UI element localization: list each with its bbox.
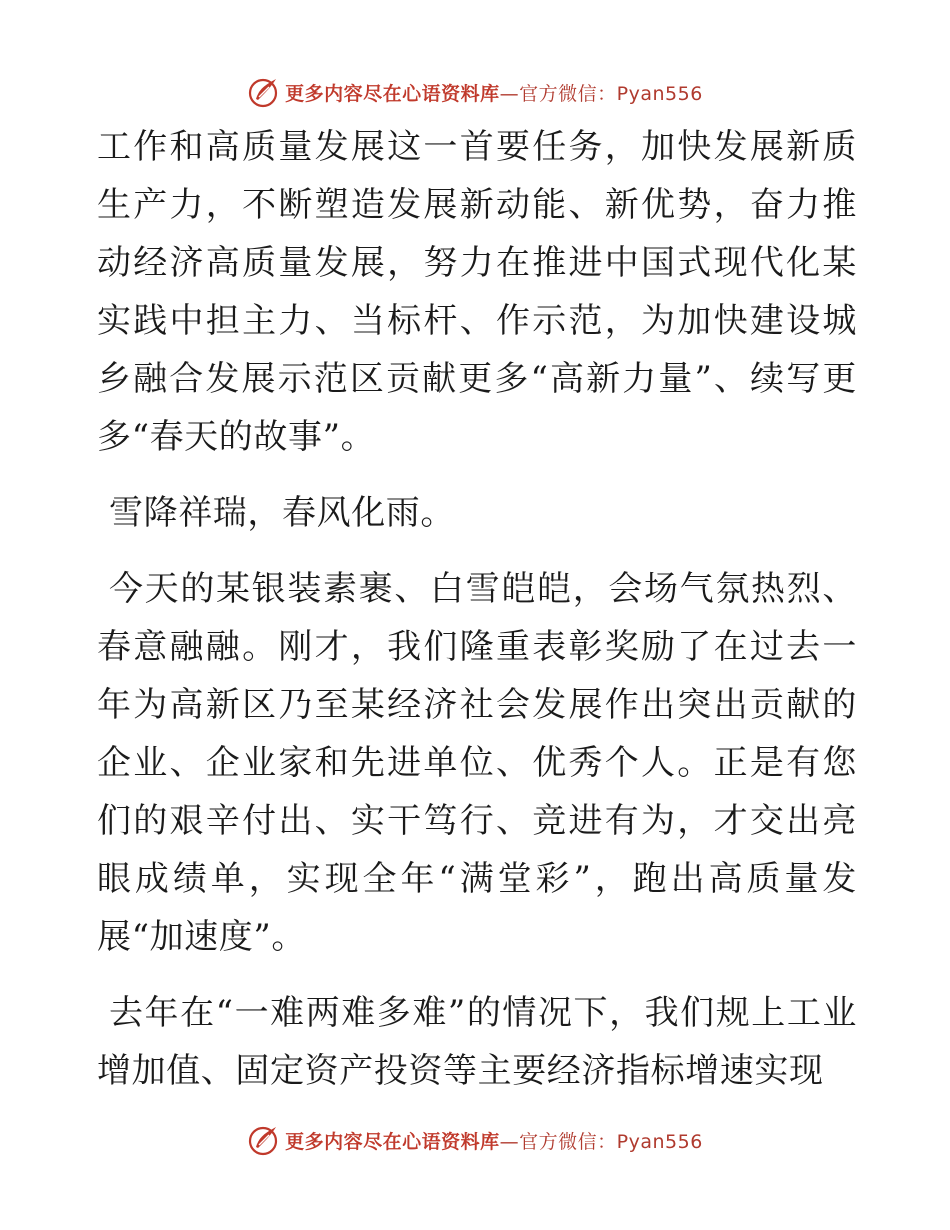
header-wechat-text: 官方微信：Pyan556 bbox=[519, 82, 703, 105]
paragraph: 雪降祥瑞，春风化雨。 bbox=[109, 493, 455, 533]
paragraph: 去年在“一难两难多难”的情况下，我们规上工业增加值、固定资产投资等主要经济指标增速实现 bbox=[97, 993, 857, 1091]
footer-separator: — bbox=[499, 1130, 520, 1153]
header-banner-text bbox=[285, 79, 703, 106]
header-banner bbox=[0, 72, 950, 112]
footer-banner-text bbox=[285, 1127, 703, 1154]
header-separator: — bbox=[499, 82, 520, 105]
paragraph: 工作和高质量发展这一首要任务，加快发展新质生产力，不断塑造发展新动能、新优势，奋力推动经济高质量发展，努力在推进中国式现代化某实践中担主力、当标杆、作示范，为加快建设城乡融合发展示范区贡献更多“高新力量”、续写更多“春天的故事”。 bbox=[97, 127, 857, 457]
footer-banner bbox=[0, 1120, 950, 1160]
paragraph: 今天的某银装素裹、白雪皑皑，会场气氛热烈、春意融融。刚才，我们隆重表彰奖励了在过去一年为高新区乃至某经济社会发展作出突出贡献的企业、企业家和先进单位、优秀个人。正是有您们的艰辛付出、实干笃行、竞进有为，才交出亮眼成绩单，实现全年“满堂彩”，跑出高质量发展“加速度”。 bbox=[97, 569, 857, 957]
footer-wechat-text: 官方微信：Pyan556 bbox=[519, 1130, 703, 1153]
footer-library-text: 更多内容尽在心语资料库 bbox=[285, 1130, 500, 1153]
document-body bbox=[97, 118, 857, 1100]
header-library-text: 更多内容尽在心语资料库 bbox=[285, 82, 500, 105]
pen-logo-icon bbox=[247, 75, 281, 109]
pen-logo-icon bbox=[247, 1123, 281, 1157]
